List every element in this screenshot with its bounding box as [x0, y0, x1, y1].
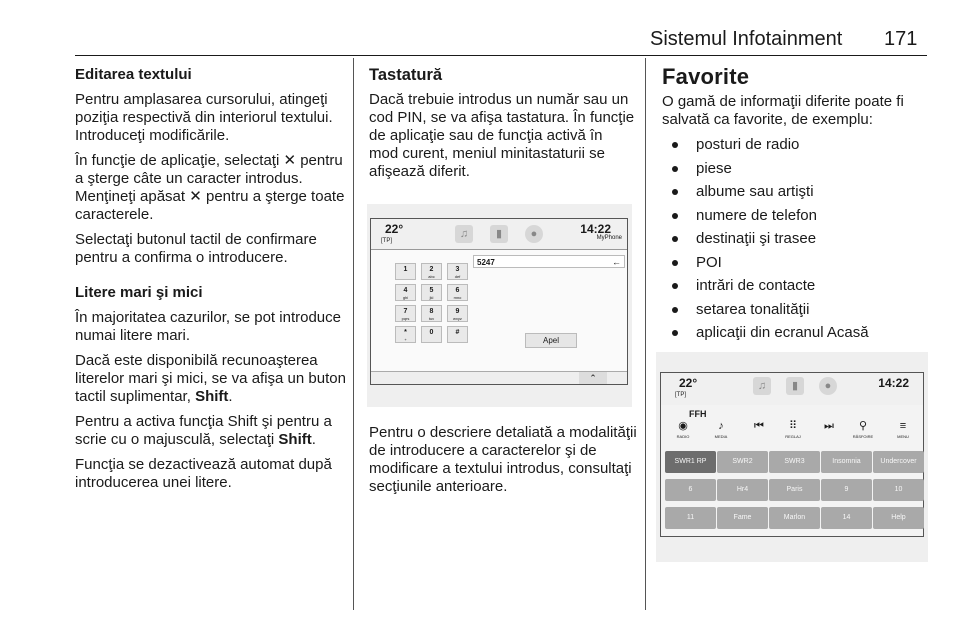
collapse-icon[interactable]: ⌃ [579, 372, 607, 384]
delete-icon: ✕ [283, 152, 297, 169]
para-confirm: Selectaţi butonul tactil de confirmare pentru a confirma o introducere. [75, 231, 317, 266]
bottom-bar [371, 371, 627, 384]
tune-icon: ⠿ [788, 420, 798, 432]
key-letters: pqrs [401, 316, 410, 321]
nav-icon[interactable]: ● [525, 225, 543, 243]
preset-button[interactable]: 11 [665, 507, 716, 529]
heading-favorites: Favorite [662, 64, 750, 89]
key-letters: mno [453, 295, 462, 300]
para-keypad: Dacă trebuie introdus un număr sau un cod PIN, se va afişa tastatura. În funcţie de aplicaţie sau de funcţia activă în mod curent, meniul minitastaturii se afişează diferit. [369, 91, 635, 180]
key-digit: 7 [403, 308, 408, 315]
preset-button[interactable]: SWR3 [769, 451, 820, 473]
preset-button[interactable]: 6 [665, 479, 716, 501]
header-rule [75, 55, 927, 56]
column-text-editing [75, 66, 347, 499]
key-letters: wxyz [453, 316, 462, 321]
pin-input[interactable] [473, 255, 625, 268]
keypad-display [370, 218, 628, 385]
favorite-item: intrări de contacte [662, 274, 932, 298]
pin-value: 5247 [477, 258, 495, 267]
para-favorites-intro: O gamă de informaţii diferite poate fi salvată ca favorite, de exemplu: [662, 93, 904, 128]
preset-button[interactable]: 14 [821, 507, 872, 529]
key-digit: 4 [403, 287, 408, 294]
preset-button[interactable]: Insomnia [821, 451, 872, 473]
key-digit: * [404, 329, 407, 336]
phone-icon[interactable]: ▮ [490, 225, 508, 243]
key-letters: ghi [402, 295, 409, 300]
toolbar-label: MEDIA [714, 434, 728, 439]
para-case-recognition: Dacă este disponibilă recunoaşterea literelor mari şi mici, se va afişa un buton tactil suplimentar, Shift. [75, 352, 346, 405]
clock: 14:22 [580, 222, 611, 236]
key-digit: 1 [403, 266, 408, 273]
heading-keypad: Tastatură [369, 66, 443, 84]
key-digit: 5 [429, 287, 434, 294]
tune-button[interactable] [773, 419, 813, 440]
menu-button[interactable] [883, 419, 923, 440]
favorite-item: POI [662, 251, 932, 275]
temperature: 22° [385, 222, 404, 236]
para-delete: În funcţie de aplicaţie, selectaţi ✕ pentru a şterge câte un caracter introdus. Menţineţi apăsat ✕ pentru a şterge toate caracterele. [75, 152, 345, 223]
radio-icon: ◉ [678, 420, 688, 432]
tp-indicator: [TP] [381, 238, 393, 244]
favorite-item: posturi de radio [662, 133, 932, 157]
shift-term: Shift [278, 431, 312, 448]
heading-case: Litere mari şi mici [75, 284, 203, 301]
para-uppercase: În majoritatea cazurilor, se pot introduce numai litere mari. [75, 309, 341, 344]
phone-name: MyPhone [596, 235, 622, 241]
favorite-item: setarea tonalităţii [662, 298, 932, 322]
music-icon[interactable]: ♫ [753, 377, 771, 395]
clock: 14:22 [878, 376, 909, 390]
preset-button[interactable]: SWR1 RP [665, 451, 716, 473]
radio-button[interactable] [663, 419, 703, 440]
para-cursor: Pentru amplasarea cursorului, atingeţi poziţia respectivă din interiorul textului. Introduceţi modificările. [75, 91, 333, 144]
keypad-key[interactable] [447, 263, 468, 280]
keypad-key[interactable] [447, 284, 468, 301]
keypad-key[interactable] [395, 263, 416, 280]
para-auto-off: Funcţia se dezactivează automat după introducerea unei litere. [75, 456, 332, 491]
favorite-item: aplicaţii din ecranul Acasă [662, 321, 932, 345]
tp-indicator: [TP] [675, 392, 687, 398]
key-digit: 6 [455, 287, 460, 294]
preset-button[interactable]: Fame [717, 507, 768, 529]
shift-term: Shift [195, 388, 229, 405]
key-digit: 3 [455, 266, 460, 273]
radio-display [660, 372, 924, 537]
preset-button[interactable]: Help [873, 507, 924, 529]
favorites-list [662, 133, 932, 345]
keypad-key[interactable] [421, 263, 442, 280]
toolbar-label: MENU [897, 434, 909, 439]
menu-icon: ≡ [899, 420, 907, 432]
column-divider-1 [353, 58, 354, 610]
heading-editing: Editarea textului [75, 66, 192, 83]
call-button[interactable]: Apel [525, 333, 577, 348]
key-digit: 2 [429, 266, 434, 273]
preset-button[interactable]: SWR2 [717, 451, 768, 473]
keypad-key[interactable] [447, 305, 468, 322]
favorite-item: destinaţii şi trasee [662, 227, 932, 251]
key-digit: 0 [429, 329, 434, 336]
key-letters: def [454, 274, 461, 279]
key-letters: + [404, 337, 407, 342]
key-letters: jkl [429, 295, 434, 300]
column-favorites [662, 64, 932, 345]
next-icon: ⏭ [824, 420, 834, 432]
keypad-key[interactable] [395, 284, 416, 301]
column-divider-2 [645, 58, 646, 610]
keypad-key[interactable] [395, 305, 416, 322]
preset-button[interactable]: Undercover [873, 451, 924, 473]
toolbar-label: RADIO [676, 434, 690, 439]
favorite-item: albume sau artişti [662, 180, 932, 204]
music-icon[interactable]: ♫ [455, 225, 473, 243]
column-keypad [369, 66, 635, 188]
backspace-icon[interactable]: ← [612, 257, 621, 267]
previous-icon: ⏮ [754, 420, 764, 432]
key-letters: tuv [428, 316, 435, 321]
key-digit: 8 [429, 308, 434, 315]
header-title: Sistemul Infotainment [650, 28, 843, 50]
preset-button[interactable]: Paris [769, 479, 820, 501]
radio-screenshot [656, 352, 928, 562]
radio-toolbar [661, 419, 923, 446]
para-keypad-details: Pentru o descriere detaliată a modalităţii de introducere a caracterelor şi de modificare a textului introdus, consultaţi secţiunile anterioare. [369, 424, 637, 495]
favorite-item: numere de telefon [662, 204, 932, 228]
keypad-screenshot [367, 204, 632, 407]
station-name: FFH [689, 409, 707, 419]
media-button[interactable] [701, 419, 741, 440]
preset-button[interactable]: 10 [873, 479, 924, 501]
browse-icon: ⚲ [858, 420, 868, 432]
keypad-key[interactable] [421, 305, 442, 322]
preset-button[interactable]: Marlon [769, 507, 820, 529]
para-shift: Pentru a activa funcţia Shift şi pentru a scrie cu o majusculă, selectaţi Shift. [75, 413, 332, 448]
keypad-key[interactable] [421, 326, 442, 343]
media-icon: ♪ [718, 420, 724, 432]
delete-icon: ✕ [189, 188, 202, 205]
nav-icon[interactable]: ● [819, 377, 837, 395]
page-number: 171 [884, 28, 918, 50]
status-bar [661, 373, 923, 405]
key-letters: abc [428, 274, 435, 279]
phone-icon[interactable]: ▮ [786, 377, 804, 395]
keypad-key[interactable] [421, 284, 442, 301]
key-digit: # [455, 329, 460, 336]
preset-button[interactable]: Hr4 [717, 479, 768, 501]
preset-button[interactable]: 9 [821, 479, 872, 501]
toolbar-label: REGLAJ [785, 434, 801, 439]
keypad-key[interactable] [447, 326, 468, 343]
temperature: 22° [679, 376, 698, 390]
column-keypad-more [369, 424, 639, 503]
toolbar-label: RĂSFOIRE [852, 434, 874, 439]
favorite-item: piese [662, 157, 932, 181]
keypad-key[interactable] [395, 326, 416, 343]
browse-button[interactable] [843, 419, 883, 440]
key-digit: 9 [455, 308, 460, 315]
status-bar [371, 219, 627, 250]
